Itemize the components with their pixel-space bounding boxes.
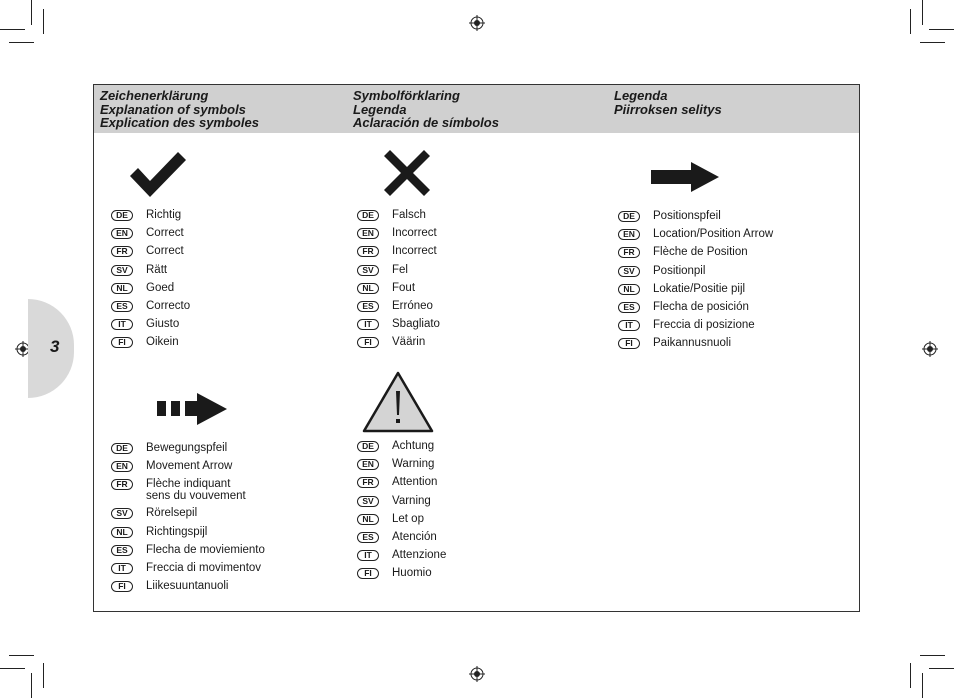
header-title: Aclaración de símbolos <box>353 115 499 130</box>
legend-item-text: Flèche indiquant sens du vouvement <box>146 478 246 503</box>
header-title: Explication des symboles <box>100 115 259 130</box>
crop-mark <box>910 663 911 688</box>
legend-item-text: Fel <box>392 263 408 276</box>
warning-triangle-icon <box>362 371 434 433</box>
legend-item-text: Erróneo <box>392 299 433 312</box>
legend-item-text: Bewegungspfeil <box>146 442 228 454</box>
crop-mark <box>929 29 954 30</box>
legend-item-text: Lokatie/Positie pijl <box>653 282 746 295</box>
language-code-badge: DE <box>357 441 379 452</box>
legend-item-text: Giusto <box>146 318 180 331</box>
crop-mark <box>920 655 945 656</box>
legend-item-text: Attention <box>392 476 438 489</box>
header-title: Explanation of symbols <box>100 101 246 117</box>
language-code-badge: ES <box>111 545 133 556</box>
header-title: Symbolförklaring <box>353 88 460 103</box>
language-code-badge: DE <box>357 210 379 221</box>
legend-item-text: Atención <box>392 530 437 543</box>
language-code-badge: EN <box>111 228 133 239</box>
legend-item-text: Huomio <box>392 567 432 580</box>
legend-item-text: Richtingspijl <box>146 525 208 538</box>
header-title: Legenda <box>614 88 668 103</box>
legend-item-text: Rätt <box>146 263 168 276</box>
crop-mark <box>929 668 954 669</box>
crop-mark <box>9 42 34 43</box>
position-arrow-icon <box>651 162 719 192</box>
language-code-badge: SV <box>111 508 133 519</box>
crop-mark <box>9 655 34 656</box>
cross-icon <box>384 150 430 196</box>
language-code-badge: FR <box>618 247 640 258</box>
language-code-badge: IT <box>618 320 640 331</box>
language-code-badge: SV <box>357 265 379 276</box>
header-title: Piirroksen selitys <box>614 101 722 117</box>
language-code-badge: IT <box>111 563 133 574</box>
legend-item-text: Liikesuuntanuoli <box>146 580 229 593</box>
language-code-badge: NL <box>618 284 640 295</box>
language-code-badge: NL <box>111 283 133 294</box>
language-code-badge: IT <box>111 319 133 330</box>
header-title: Zeichenerklärung <box>100 88 209 103</box>
legend-item-text: Attenzione <box>392 549 447 562</box>
legend-item-text: Movement Arrow <box>146 460 233 473</box>
registration-mark-icon <box>469 15 485 31</box>
language-code-badge: ES <box>357 532 379 543</box>
language-code-badge: FI <box>357 337 379 348</box>
legend-item-text: Richtig <box>146 209 182 221</box>
crop-mark <box>43 663 44 688</box>
language-code-badge: NL <box>357 283 379 294</box>
legend-item-text: Oikein <box>146 336 179 349</box>
language-code-badge: DE <box>111 443 133 454</box>
language-code-badge: SV <box>111 265 133 276</box>
language-code-badge: ES <box>357 301 379 312</box>
legend-item-text: Positionspfeil <box>653 210 721 222</box>
crop-mark <box>920 42 945 43</box>
page-number: 3 <box>50 337 60 356</box>
legend-item-text: Warning <box>392 458 435 471</box>
legend-item-text: Goed <box>146 281 175 294</box>
legend-item-text: Positionpil <box>653 264 706 277</box>
language-code-badge: IT <box>357 550 379 561</box>
legend-item-text: Falsch <box>392 209 426 221</box>
legend-item-text: Correct <box>146 227 184 240</box>
legend-item-text: Flecha de moviemiento <box>146 543 265 556</box>
language-code-badge: DE <box>618 211 640 222</box>
language-code-badge: FI <box>618 338 640 349</box>
header-column-1 <box>100 89 259 130</box>
legend-item-text: Location/Position Arrow <box>653 228 774 241</box>
legend-item-text: Varning <box>392 494 431 507</box>
crop-mark <box>0 668 25 669</box>
crop-mark <box>43 9 44 34</box>
crop-mark <box>0 29 25 30</box>
legend-item-text: Sbagliato <box>392 318 440 331</box>
crop-mark <box>31 0 32 25</box>
legend-item-text: Väärin <box>392 336 426 349</box>
movement-arrow-icon <box>157 393 227 425</box>
language-code-badge: DE <box>111 210 133 221</box>
language-code-badge: FI <box>111 337 133 348</box>
language-code-badge: EN <box>357 228 379 239</box>
language-code-badge: EN <box>618 229 640 240</box>
legend-item-text: Paikannusnuoli <box>653 337 732 350</box>
language-code-badge: SV <box>618 266 640 277</box>
crop-mark <box>922 673 923 698</box>
legend-item-text: Rörelsepil <box>146 507 198 520</box>
language-code-badge: NL <box>111 527 133 538</box>
legend-item-text: Freccia di movimentov <box>146 561 262 574</box>
header-column-3 <box>614 89 722 116</box>
language-code-badge: ES <box>618 302 640 313</box>
legend-item-text: Correct <box>146 245 184 258</box>
language-code-badge: FI <box>111 581 133 592</box>
header-title: Legenda <box>353 101 407 117</box>
language-code-badge: FR <box>357 477 379 488</box>
language-code-badge: IT <box>357 319 379 330</box>
legend-item-text: Achtung <box>392 440 435 452</box>
language-code-badge: SV <box>357 496 379 507</box>
legend-box <box>93 84 860 612</box>
checkmark-icon <box>128 150 188 200</box>
legend-item-text: Correcto <box>146 299 191 312</box>
crop-mark <box>922 0 923 25</box>
language-code-badge: EN <box>357 459 379 470</box>
language-code-badge: FI <box>357 568 379 579</box>
legend-item-text: Fout <box>392 281 416 294</box>
legend-item-text: Flèche de Position <box>653 246 748 259</box>
language-code-badge: FR <box>111 479 133 490</box>
registration-mark-icon <box>469 666 485 682</box>
legend-item-text: Freccia di posizione <box>653 319 755 332</box>
language-code-badge: EN <box>111 461 133 472</box>
registration-mark-icon <box>922 341 938 357</box>
crop-mark <box>31 673 32 698</box>
crop-mark <box>910 9 911 34</box>
legend-item-text: Incorrect <box>392 227 437 240</box>
language-code-badge: FR <box>111 246 133 257</box>
language-code-badge: FR <box>357 246 379 257</box>
header-column-2 <box>353 89 499 130</box>
legend-item-text: Flecha de posición <box>653 300 749 313</box>
legend-item-text: Incorrect <box>392 245 437 258</box>
language-code-badge: ES <box>111 301 133 312</box>
language-code-badge: NL <box>357 514 379 525</box>
legend-item-text: Let op <box>392 512 424 525</box>
